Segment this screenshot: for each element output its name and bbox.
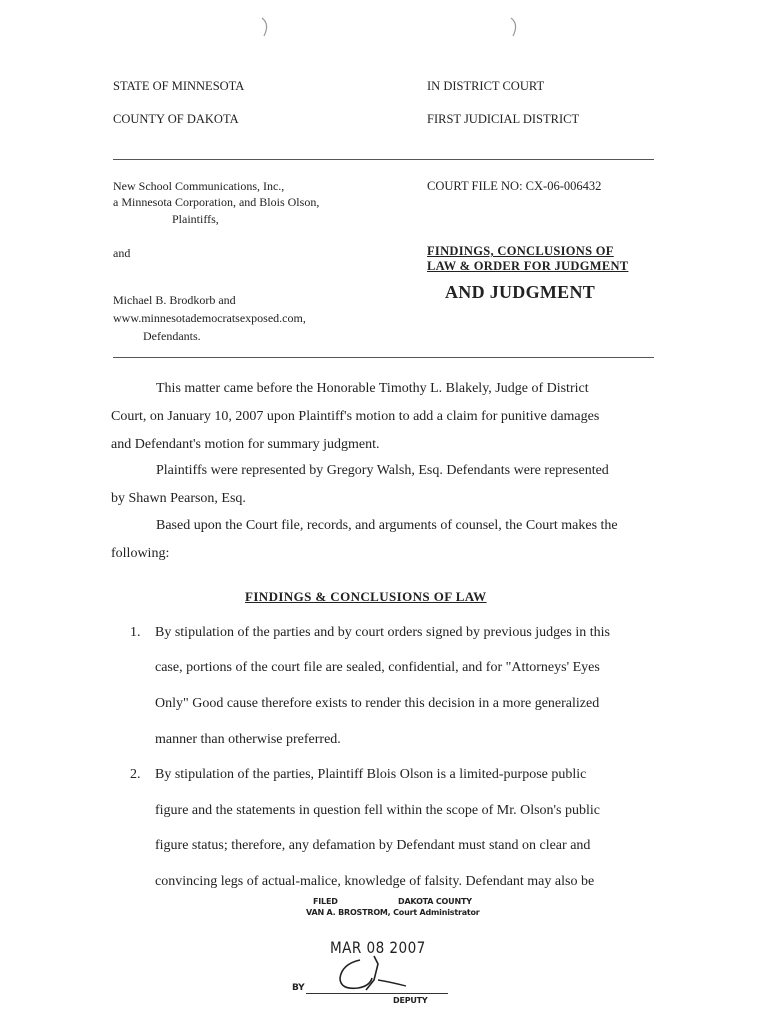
defendant-line-2: www.minnesotademocratsexposed.com,: [113, 311, 306, 325]
item-2-line-2: figure and the statements in question fell within the scope of Mr. Olson's public: [155, 803, 600, 818]
county-label: COUNTY OF DAKOTA: [113, 112, 239, 126]
document-title-line-2: LAW & ORDER FOR JUDGMENT: [427, 259, 629, 273]
court-file-number: COURT FILE NO: CX-06-006432: [427, 179, 602, 193]
defendant-line-1: Michael B. Brodkorb and: [113, 293, 236, 307]
item-1-line-2: case, portions of the court file are sealed, confidential, and for "Attorneys' Eyes: [155, 660, 600, 675]
section-heading: FINDINGS & CONCLUSIONS OF LAW: [245, 589, 487, 604]
stamp-administrator: VAN A. BROSTROM, Court Administrator: [306, 908, 480, 917]
state-label: STATE OF MINNESOTA: [113, 79, 245, 93]
intro-p1-line-3: and Defendant's motion for summary judgment.: [111, 437, 380, 452]
document-title-line-1: FINDINGS, CONCLUSIONS OF: [427, 244, 614, 258]
defendant-role: Defendants.: [143, 329, 201, 343]
item-1-line-3: Only" Good cause therefore exists to render this decision in a more generalized: [155, 696, 600, 711]
district-label: FIRST JUDICIAL DISTRICT: [427, 112, 580, 126]
document-title-handwritten: AND JUDGMENT: [445, 282, 596, 302]
caption-top-rule: [113, 159, 654, 160]
stamp-deputy: DEPUTY: [393, 996, 428, 1005]
item-1-line-4: manner than otherwise preferred.: [155, 732, 341, 747]
deputy-signature: [320, 950, 430, 996]
caption-and: and: [113, 246, 131, 260]
court-label: IN DISTRICT COURT: [427, 79, 545, 93]
intro-p3-line-1: Based upon the Court file, records, and arguments of counsel, the Court makes the: [156, 518, 618, 533]
stamp-filed: FILED: [313, 897, 338, 906]
stamp-county: DAKOTA COUNTY: [398, 897, 472, 906]
item-2-line-3: figure status; therefore, any defamation by Defendant must stand on clear and: [155, 838, 591, 853]
item-1-number: 1.: [130, 625, 141, 640]
intro-p1-line-1: This matter came before the Honorable Timothy L. Blakely, Judge of District: [156, 381, 589, 396]
stamp-date: MAR 08 2007: [330, 938, 426, 957]
intro-p2-line-1: Plaintiffs were represented by Gregory Walsh, Esq. Defendants were represented: [156, 463, 609, 478]
punch-hole-mark-right: [507, 16, 521, 38]
intro-p1-line-2: Court, on January 10, 2007 upon Plaintiff's motion to add a claim for punitive damages: [111, 409, 600, 424]
item-1-line-1: By stipulation of the parties and by court orders signed by previous judges in this: [155, 625, 610, 640]
intro-p3-line-2: following:: [111, 546, 170, 561]
plaintiff-role: Plaintiffs,: [172, 212, 219, 226]
punch-hole-mark-left: [258, 16, 272, 38]
item-2-line-1: By stipulation of the parties, Plaintiff Blois Olson is a limited-purpose public: [155, 767, 587, 782]
item-2-number: 2.: [130, 767, 141, 782]
caption-bottom-rule: [113, 357, 654, 358]
stamp-by: BY: [292, 983, 305, 993]
plaintiff-line-2: a Minnesota Corporation, and Blois Olson,: [113, 195, 320, 209]
intro-p2-line-2: by Shawn Pearson, Esq.: [111, 491, 246, 506]
plaintiff-line-1: New School Communications, Inc.,: [113, 179, 285, 193]
item-2-line-4: convincing legs of actual-malice, knowledge of falsity. Defendant may also be: [155, 874, 595, 889]
